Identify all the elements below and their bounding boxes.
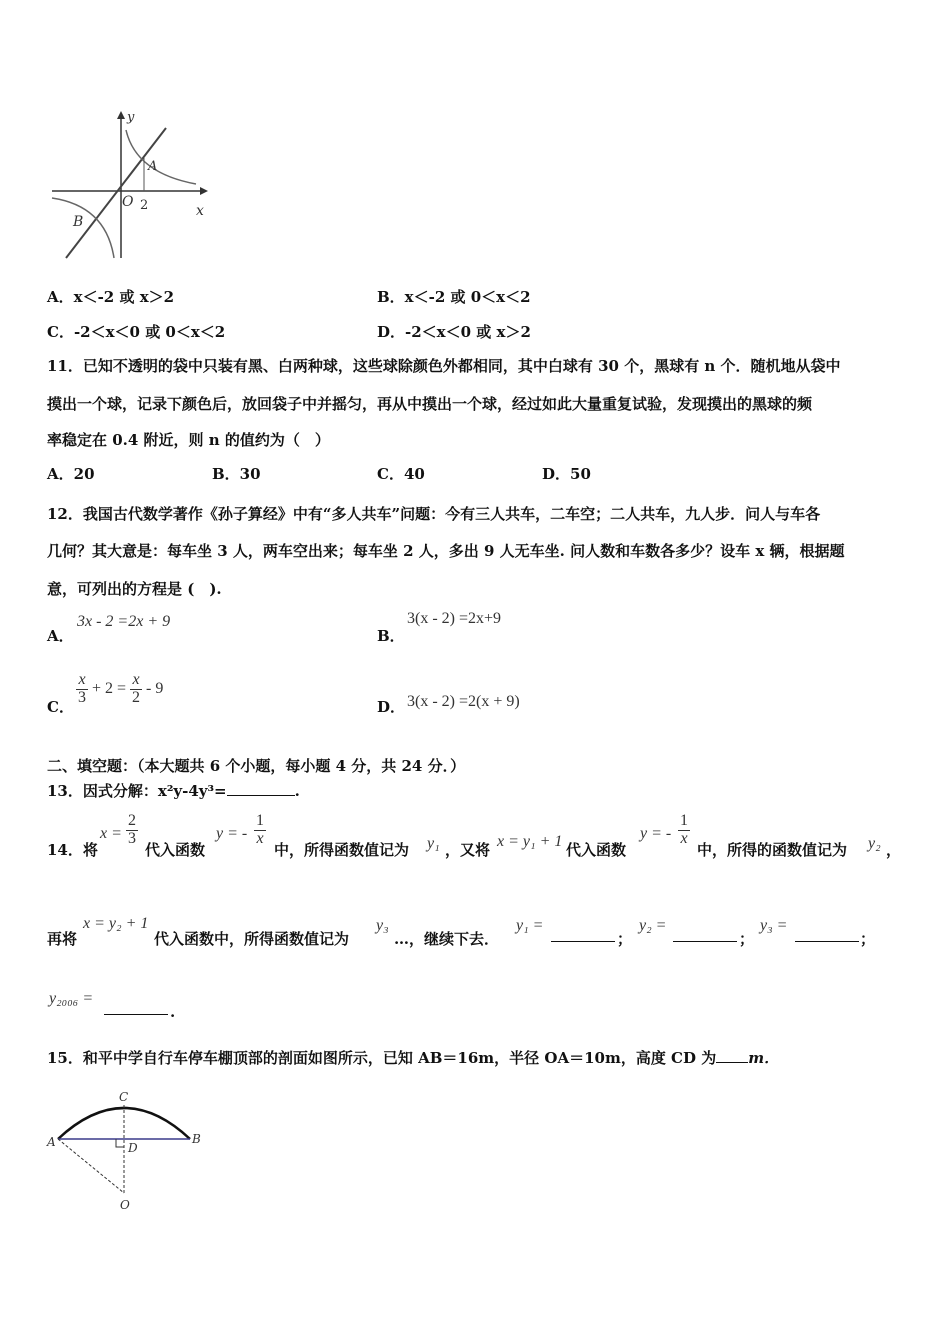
q12-option-d-equation: 3(x - 2) =2(x + 9) (407, 693, 520, 710)
c-frac2-den: 2 (132, 688, 141, 706)
q15-end: m． (748, 1049, 780, 1067)
q14-period: . (170, 1003, 176, 1021)
linear-function-line (66, 128, 166, 258)
q11-option-b: B．30 (212, 465, 261, 483)
q12-line-1: 12．我国古代数学著作《孙子算经》中有“多人共车”问题：今有三人共车，二车空；二人共车，九人步．问人与车各 (47, 505, 821, 523)
q14-semi-3: ； (860, 930, 876, 948)
function-graph (48, 108, 218, 263)
q14-label: 14．将 (47, 841, 98, 859)
q14-x-eq: x = (100, 825, 122, 842)
q15-line (47, 1047, 779, 1068)
q14-frac-1-x-2 (678, 813, 690, 848)
q13-answer-blank[interactable] (227, 781, 295, 796)
q11-option-a: A．20 (47, 465, 95, 483)
q14-ans-y1-label: y₁ = (516, 917, 544, 934)
right-angle-mark (116, 1139, 124, 1147)
q10-option-d: D．-2＜x＜0 或 x＞2 (377, 323, 531, 341)
q14-y1: y₁ (427, 835, 440, 852)
q12-line-2: 几何？其大意是：每车坐 3 人，两车空出来；每车坐 2 人，多出 9 人无车坐. 问人数和车数各多少？设车 x 辆，根据题 (47, 542, 845, 560)
q14-p6: 中，所得的函数值记为 (697, 841, 848, 859)
segment-oa (58, 1139, 124, 1193)
label-x: x (196, 203, 204, 219)
c-frac1-den: 3 (78, 688, 86, 706)
q10-option-b: B．x＜-2 或 0＜x＜2 (377, 288, 531, 306)
label-two: 2 (140, 198, 149, 213)
label-y: y (127, 110, 135, 125)
c-frac2-num: x (130, 672, 142, 690)
label-origin: O (122, 194, 134, 210)
q14-y2: y₂ (868, 835, 881, 852)
q14-x-y1: x = y₁ + 1 (497, 833, 563, 850)
q14-x-y2: x = y₂ + 1 (83, 915, 149, 932)
q15-answer-blank[interactable] (716, 1048, 748, 1063)
q12-option-c-equation (76, 672, 163, 707)
q14-ans-y3-blank[interactable] (795, 927, 859, 942)
arc-figure (44, 1085, 214, 1215)
q14-p5: 代入函数 (566, 841, 627, 859)
q12-line-3: 意，可列出的方程是 ( ). (47, 580, 222, 598)
q14-ans-y2006-blank[interactable] (104, 1000, 168, 1015)
q11-line-1: 11．已知不透明的袋中只装有黑、白两种球，这些球除颜色外都相同，其中白球有 30 个，黑球有 n 个．随机地从袋中 (47, 357, 841, 375)
fig-label-o: O (120, 1198, 130, 1212)
q14-frac-2-3 (126, 813, 138, 848)
x-axis-arrow (200, 187, 208, 195)
label-b: B (73, 214, 84, 230)
q12-option-c-label: C． (47, 698, 74, 716)
fig-label-a: A (47, 1135, 56, 1149)
q12-option-b-label: B． (377, 627, 405, 645)
y-axis-arrow (117, 111, 125, 119)
q11-option-d: D．50 (542, 465, 591, 483)
q15-text: 15．和平中学自行车停车棚顶部的剖面如图所示，已知 AB＝16m，半径 OA＝10m，高度 CD 为 (47, 1049, 717, 1067)
q14-xden-2: x (680, 829, 688, 847)
q10-option-a: A．x＜-2 或 x＞2 (47, 288, 175, 306)
label-a: A (148, 159, 158, 174)
q14-ans-y2006-label: y₂₀₀₆ = (49, 990, 94, 1007)
q13-end: . (294, 782, 300, 800)
q14-y-eq-1: y = - (216, 825, 248, 842)
q14-one-2: 1 (680, 812, 688, 829)
q14-line2-a: 再将 (47, 930, 78, 948)
q12-option-a-equation: 3x - 2 =2x + 9 (77, 613, 171, 630)
fig-label-b: B (192, 1132, 201, 1146)
q14-three: 3 (128, 829, 136, 847)
q14-two: 2 (128, 812, 136, 829)
q12-option-b-equation: 3(x - 2) =2x+9 (407, 610, 502, 627)
c-mid: + 2 = (92, 679, 127, 697)
q12-option-d-label: D． (377, 698, 406, 716)
q14-ans-y2-label: y₂ = (639, 917, 667, 934)
q14-xden-1: x (256, 829, 264, 847)
q14-y3: y₃ (376, 917, 389, 934)
q14-comma: ， (886, 841, 902, 859)
q13-text: 13．因式分解：x²y-4y³= (47, 782, 227, 800)
q11-line-2: 摸出一个球，记录下颜色后，放回袋子中并摇匀，再从中摸出一个球，经过如此大量重复试验，发现摸出的黑球的频 (47, 395, 813, 413)
q14-ans-y2-blank[interactable] (673, 927, 737, 942)
q14-semi-2: ； (739, 930, 755, 948)
q10-option-c: C．-2＜x＜0 或 0＜x＜2 (47, 323, 226, 341)
q14-p4: ，又将 (445, 841, 491, 859)
q14-ans-y1-blank[interactable] (551, 927, 615, 942)
c-frac1-num: x (76, 672, 88, 690)
q14-p3: 中，所得函数值记为 (274, 841, 410, 859)
hyperbola-branch-q1 (126, 130, 196, 184)
q12-option-a-label: A． (47, 627, 74, 645)
fig-label-c: C (119, 1090, 129, 1104)
q14-line2-b: 代入函数中，所得函数值记为 (154, 930, 350, 948)
c-end: - 9 (146, 679, 164, 697)
section-2-header: 二、填空题：（本大题共 6 个小题，每小题 4 分，共 24 分．） (47, 757, 466, 775)
fig-label-d: D (128, 1141, 138, 1155)
q14-ans-y3-label: y₃ = (760, 917, 788, 934)
q14-line2-c: …，继续下去． (394, 930, 500, 948)
q11-option-c: C．40 (377, 465, 425, 483)
q14-one-1: 1 (256, 812, 264, 829)
q14-frac-1-x-1 (254, 813, 266, 848)
q14-semi-1: ； (617, 930, 633, 948)
q14-y-eq-2: y = - (640, 825, 672, 842)
q13-line (47, 780, 300, 801)
q11-line-3: 率稳定在 0.4 附近，则 n 的值约为（ ） (47, 431, 330, 449)
q14-p2: 代入函数 (145, 841, 206, 859)
